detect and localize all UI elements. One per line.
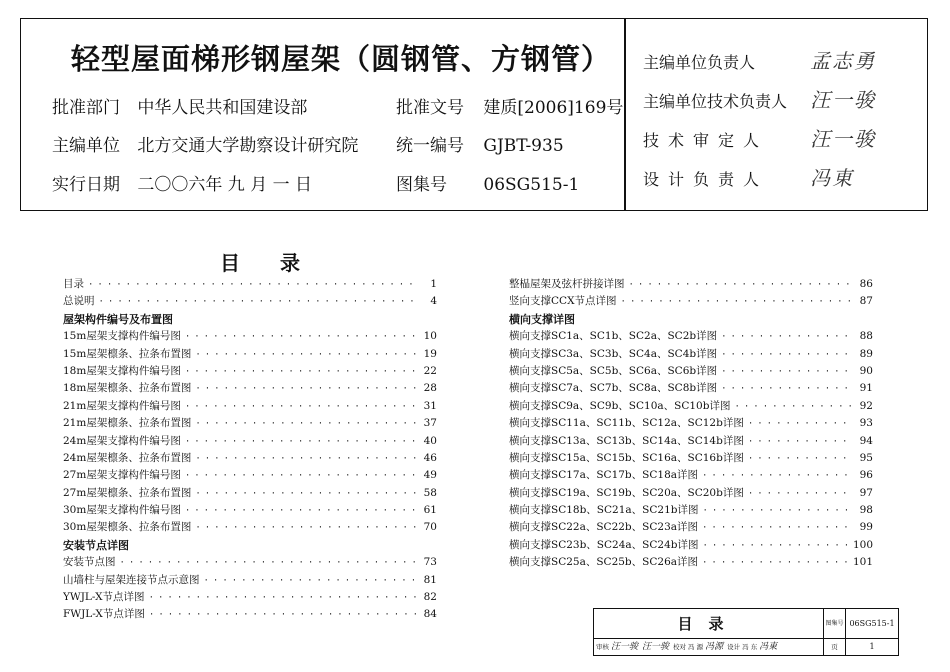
dot-leader xyxy=(617,297,853,307)
entry-title: YWJL-X节点详图 xyxy=(63,591,145,604)
entry-page-number: 89 xyxy=(859,347,873,360)
dot-leader xyxy=(698,541,850,551)
dot-leader xyxy=(191,489,417,499)
unified-no-value: GJBT-935 xyxy=(483,136,564,156)
entry-page-number: 19 xyxy=(423,347,437,360)
entry-title: 18m屋架檩条、拉条布置图 xyxy=(63,382,192,395)
dot-leader xyxy=(181,506,417,516)
entry-page-number: 4 xyxy=(430,295,437,308)
entry-title: 18m屋架支撑构件编号图 xyxy=(63,364,181,377)
entry-page-number: 99 xyxy=(859,521,873,534)
entry-title: 30m屋架支撑构件编号图 xyxy=(63,504,181,517)
contents-entry[interactable] xyxy=(63,433,437,450)
entry-page-number: 92 xyxy=(859,399,873,412)
entry-title: 27m屋架支撑构件编号图 xyxy=(63,469,181,482)
contents-entry[interactable] xyxy=(63,363,437,380)
entry-title: 山墙柱与屋架连接节点示意图 xyxy=(63,573,200,586)
atlas-no-value: 06SG515-1 xyxy=(483,175,580,195)
contents-entry[interactable] xyxy=(63,485,437,502)
chief-unit-value: 北方交通大学勘察设计研究院 xyxy=(137,136,359,156)
contents-entry[interactable] xyxy=(63,502,437,519)
dot-leader xyxy=(84,280,417,290)
sign-off-cell: 校对 xyxy=(673,643,687,651)
dot-leader xyxy=(717,384,853,394)
entry-title: 21m屋架檩条、拉条布置图 xyxy=(63,417,192,430)
contents-entry[interactable] xyxy=(509,293,873,310)
dot-leader xyxy=(145,610,417,620)
entry-title: 30m屋架檩条、拉条布置图 xyxy=(63,521,192,534)
entry-title: 21m屋架支撑构件编号图 xyxy=(63,399,181,412)
entry-page-number: 1 xyxy=(430,278,437,290)
signature-role: 技术审定人 xyxy=(643,131,769,150)
contents-entry[interactable] xyxy=(63,572,437,589)
entry-title: 横向支撑SC5a、SC5b、SC6a、SC6b详图 xyxy=(509,364,718,377)
approval-dept-row xyxy=(52,93,307,118)
entry-page-number: 96 xyxy=(859,469,873,482)
entry-title: 横向支撑SC19a、SC19b、SC20a、SC20b详图 xyxy=(509,486,744,499)
entry-page-number: 82 xyxy=(423,591,437,604)
unified-no-row xyxy=(396,131,564,156)
contents-left-column xyxy=(63,276,437,624)
entry-page-number: 31 xyxy=(423,399,437,412)
entry-title: 安装节点图 xyxy=(63,556,116,569)
entry-title: 24m屋架支撑构件编号图 xyxy=(63,434,181,447)
page-number: 1 xyxy=(869,642,875,651)
contents-section-heading: 屋架构件编号及布置图 xyxy=(63,312,173,326)
sign-off-cell: 冯 东 xyxy=(742,643,758,651)
contents-section-heading: 横向支撑详图 xyxy=(509,312,575,326)
sign-off-cell: 冯 源 xyxy=(688,643,704,651)
signature-row-chief-unit xyxy=(643,45,876,74)
contents-entry[interactable] xyxy=(63,554,437,571)
entry-title: 横向支撑SC7a、SC7b、SC8a、SC8b详图 xyxy=(509,382,718,395)
contents-entry[interactable] xyxy=(509,554,873,571)
contents-entry[interactable] xyxy=(509,433,873,450)
atlas-no-label: 图集号 xyxy=(396,175,447,195)
contents-right-column xyxy=(509,276,873,572)
dot-leader xyxy=(730,402,853,412)
approval-doc-label: 批准文号 xyxy=(396,98,464,118)
unified-no-label: 统一编号 xyxy=(396,136,464,156)
entry-title: 总说明 xyxy=(63,295,95,308)
dot-leader xyxy=(181,332,417,342)
signature-row-reviewer xyxy=(643,123,876,152)
entry-page-number: 90 xyxy=(859,364,873,377)
entry-page-number: 97 xyxy=(859,486,873,499)
effective-date-label: 实行日期 xyxy=(52,175,120,195)
entry-page-number: 93 xyxy=(859,417,873,430)
entry-page-number: 37 xyxy=(423,417,437,430)
signature-role: 主编单位技术负责人 xyxy=(643,92,788,111)
handwritten-signature: 汪一骏 xyxy=(810,88,877,112)
entry-title: 整榀屋架及弦杆拼接详图 xyxy=(509,278,625,290)
entry-page-number: 84 xyxy=(423,608,437,621)
entry-page-number: 49 xyxy=(423,469,437,482)
entry-title: 横向支撑SC15a、SC15b、SC16a、SC16b详图 xyxy=(509,451,744,464)
contents-entry[interactable] xyxy=(509,363,873,380)
entry-page-number: 73 xyxy=(423,556,437,569)
dot-leader xyxy=(181,367,417,377)
atlas-no-row xyxy=(396,170,579,195)
handwritten-signature: 孟志勇 xyxy=(810,49,877,73)
signature-role: 主编单位负责人 xyxy=(643,53,756,72)
entry-page-number: 22 xyxy=(423,364,437,377)
dot-leader xyxy=(744,489,853,499)
entry-title: 横向支撑SC13a、SC13b、SC14a、SC14b详图 xyxy=(509,434,744,447)
contents-entry[interactable] xyxy=(509,415,873,432)
contents-entry[interactable] xyxy=(63,328,437,345)
entry-title: 15m屋架支撑构件编号图 xyxy=(63,330,181,343)
effective-date-row xyxy=(52,170,312,195)
dot-leader xyxy=(717,367,853,377)
entry-title: 横向支撑SC3a、SC3b、SC4a、SC4b详图 xyxy=(509,347,718,360)
entry-title: 27m屋架檩条、拉条布置图 xyxy=(63,486,192,499)
contents-entry[interactable] xyxy=(509,485,873,502)
dot-leader xyxy=(200,576,418,586)
contents-entry[interactable] xyxy=(63,450,437,467)
dot-leader xyxy=(698,558,851,568)
contents-section-heading: 安装节点详图 xyxy=(63,538,129,552)
contents-entry[interactable] xyxy=(63,293,437,310)
entry-page-number: 95 xyxy=(859,451,873,464)
contents-entry[interactable] xyxy=(509,467,873,484)
entry-title: 横向支撑SC22a、SC22b、SC23a详图 xyxy=(509,521,699,534)
dot-leader xyxy=(191,454,417,464)
contents-entry[interactable] xyxy=(509,537,873,554)
atlas-no-value: 06SG515-1 xyxy=(846,609,898,639)
dot-leader xyxy=(698,523,853,533)
dot-leader xyxy=(181,471,417,481)
entry-page-number: 91 xyxy=(859,382,873,395)
entry-page-number: 86 xyxy=(859,278,873,290)
contents-entry[interactable] xyxy=(509,519,873,536)
dot-leader xyxy=(95,297,418,307)
entry-page-number: 81 xyxy=(423,573,437,586)
dot-leader xyxy=(145,593,417,603)
sign-off-row xyxy=(594,639,824,655)
approval-doc-row xyxy=(396,93,623,118)
approval-dept-value: 中华人民共和国建设部 xyxy=(137,98,308,118)
entry-title: 横向支撑SC23b、SC24a、SC24b详图 xyxy=(509,538,699,551)
contents-entry[interactable] xyxy=(509,328,873,345)
signature-row-tech-chief xyxy=(643,84,876,113)
dot-leader xyxy=(191,384,417,394)
handwritten-signature: 冯源 xyxy=(705,642,724,652)
header-divider xyxy=(624,19,626,210)
contents-entry[interactable] xyxy=(63,467,437,484)
contents-entry[interactable] xyxy=(63,589,437,606)
dot-leader xyxy=(181,437,417,447)
entry-page-number: 87 xyxy=(859,295,873,308)
entry-title: 24m屋架檩条、拉条布置图 xyxy=(63,451,192,464)
contents-entry[interactable] xyxy=(509,346,873,363)
contents-entry[interactable] xyxy=(509,398,873,415)
entry-title: 横向支撑SC17a、SC17b、SC18a详图 xyxy=(509,469,699,482)
dot-leader xyxy=(191,523,417,533)
entry-title: 横向支撑SC18b、SC21a、SC21b详图 xyxy=(509,504,699,517)
sign-off-cell: 审核 xyxy=(596,643,609,651)
entry-page-number: 58 xyxy=(423,486,437,499)
contents-title: 目录 xyxy=(220,251,340,275)
dot-leader xyxy=(191,350,417,360)
contents-entry[interactable] xyxy=(509,276,873,293)
entry-page-number: 98 xyxy=(859,504,873,517)
contents-entry[interactable] xyxy=(509,502,873,519)
cover-title-block xyxy=(20,18,928,211)
entry-title: 横向支撑SC1a、SC1b、SC2a、SC2b详图 xyxy=(509,330,718,343)
entry-page-number: 61 xyxy=(423,504,437,517)
entry-page-number: 101 xyxy=(852,556,873,569)
handwritten-signature: 汪一骏 xyxy=(810,127,877,151)
entry-page-number: 100 xyxy=(852,538,873,551)
entry-title: 横向支撑SC9a、SC9b、SC10a、SC10b详图 xyxy=(509,399,731,412)
handwritten-signature: 汪一骏 xyxy=(642,642,670,652)
sheet-title-block xyxy=(593,608,899,656)
dot-leader xyxy=(744,454,853,464)
dot-leader xyxy=(744,437,853,447)
chief-unit-label: 主编单位 xyxy=(52,136,120,156)
contents-entry[interactable] xyxy=(63,519,437,536)
sheet-name: 目录 xyxy=(594,609,824,639)
chief-unit-row xyxy=(52,131,358,156)
handwritten-signature: 冯東 xyxy=(810,166,855,190)
entry-page-number: 70 xyxy=(423,521,437,534)
entry-title: 目录 xyxy=(63,278,84,290)
signature-row-designer xyxy=(643,162,854,191)
contents-entry[interactable] xyxy=(63,398,437,415)
sign-off-cell: 设计 xyxy=(727,643,741,651)
atlas-no-label: 图集号 xyxy=(824,609,846,639)
contents-entry[interactable] xyxy=(63,346,437,363)
handwritten-signature: 汪一骏 xyxy=(611,642,639,652)
atlas-title: 轻型屋面梯形钢屋架（圆钢管、方钢管） xyxy=(71,42,612,76)
entry-page-number: 46 xyxy=(423,451,437,464)
entry-page-number: 94 xyxy=(859,434,873,447)
approval-dept-label: 批准部门 xyxy=(52,98,120,118)
entry-page-number: 10 xyxy=(423,330,437,343)
approval-doc-value: 建质[2006]169号 xyxy=(483,98,624,118)
dot-leader xyxy=(717,350,853,360)
entry-page-number: 28 xyxy=(423,382,437,395)
contents-entry[interactable] xyxy=(63,415,437,432)
contents-entry[interactable] xyxy=(63,606,437,623)
dot-leader xyxy=(698,471,853,481)
entry-title: 横向支撑SC25a、SC25b、SC26a详图 xyxy=(509,556,699,569)
dot-leader xyxy=(744,419,853,429)
contents-entry[interactable] xyxy=(509,380,873,397)
signature-role: 设计负责人 xyxy=(643,170,769,189)
entry-title: 15m屋架檩条、拉条布置图 xyxy=(63,347,192,360)
handwritten-signature: 冯東 xyxy=(759,642,778,652)
effective-date-value: 二〇〇六年 九 月 一 日 xyxy=(137,175,313,195)
entry-page-number: 88 xyxy=(859,330,873,343)
dot-leader xyxy=(698,506,853,516)
page-label: 页 xyxy=(824,639,846,655)
contents-entry[interactable] xyxy=(63,380,437,397)
entry-page-number: 40 xyxy=(423,434,437,447)
dot-leader xyxy=(717,332,853,342)
dot-leader xyxy=(625,280,854,290)
contents-entry[interactable] xyxy=(509,450,873,467)
entry-title: FWJL-X节点详图 xyxy=(63,608,145,621)
entry-title: 竖向支撑CCX节点详图 xyxy=(509,295,617,308)
contents-entry[interactable] xyxy=(63,276,437,293)
entry-title: 横向支撑SC11a、SC11b、SC12a、SC12b详图 xyxy=(509,417,744,430)
dot-leader xyxy=(191,419,417,429)
dot-leader xyxy=(181,402,417,412)
dot-leader xyxy=(116,558,418,568)
